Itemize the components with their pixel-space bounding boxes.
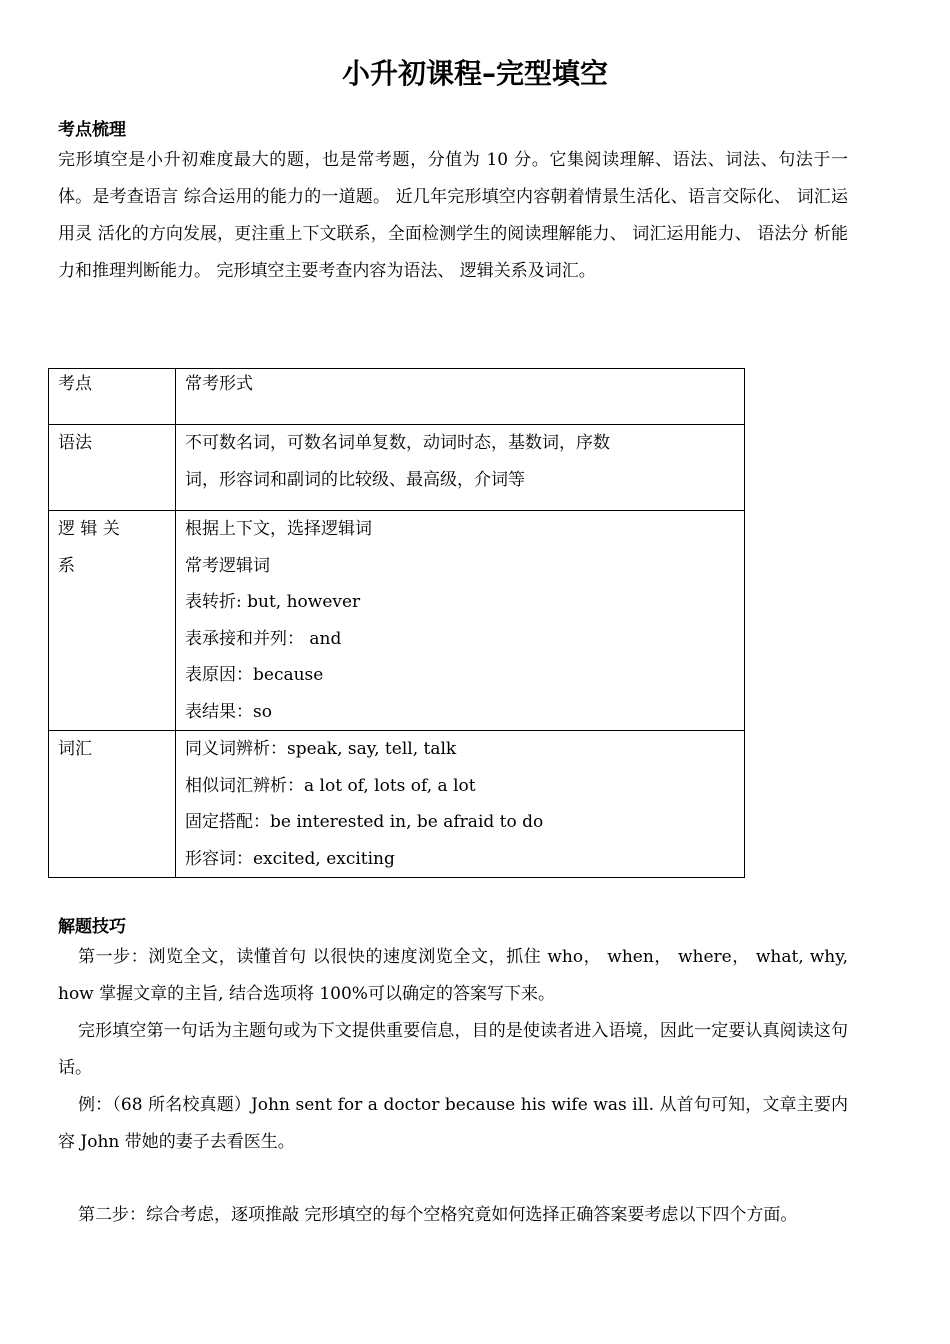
table-cell-content — [176, 731, 745, 878]
step-one-paragraph: 第一步：浏览全文，读懂首句 以很快的速度浏览全文，抓住 who， when， where， what, why, how 掌握文章的主旨, 结合选项将 100%可以确定的答案写下来。 — [58, 947, 848, 1004]
list-item: 形容词：excited, exciting — [185, 848, 395, 869]
list-item: 表承接和并列： and — [185, 628, 342, 649]
list-item: 根据上下文，选择逻辑词 — [185, 519, 372, 539]
table-header-row — [49, 369, 745, 425]
table-header-cell: 常考形式 — [176, 369, 745, 425]
list-item: 表原因：because — [185, 665, 324, 685]
list-item: 词，形容词和副词的比较级、最高级，介词等 — [185, 469, 525, 490]
table-cell-label: 逻 辑 关 系 — [49, 511, 176, 731]
list-item: 同义词辨析：speak, say, tell, talk — [185, 739, 457, 759]
section-heading-techniques: 解题技巧 — [58, 917, 126, 937]
table-row — [49, 731, 745, 878]
example-paragraph: 例：（68 所名校真题）John sent for a doctor because his wife was ill. 从首句可知，文章主要内容 John 带她的妻子去看医生。 — [58, 1095, 848, 1152]
list-item: 固定搭配：be interested in, be afraid to do — [185, 812, 544, 832]
step-two-paragraph: 第二步：综合考虑，逐项推敲 完形填空的每个空格究竟如何选择正确答案要考虑以下四个方面。 — [78, 1205, 798, 1225]
list-item: 表转折: but, however — [185, 592, 361, 612]
table-cell-label: 语法 — [49, 425, 176, 511]
table-header-cell: 考点 — [49, 369, 176, 425]
list-item: 不可数名词，可数名词单复数，动词时态，基数词，序数 — [185, 433, 610, 453]
table-cell-content — [176, 425, 745, 511]
table-row — [49, 511, 745, 731]
list-item: 相似词汇辨析：a lot of, lots of, a lot — [185, 775, 476, 796]
intro-paragraph: 完形填空是小升初难度最大的题，也是常考题，分值为 10 分。它集阅读理解、语法、词法、句法于一体。是考查语言 综合运用的能力的一道题。 近几年完形填空内容朝着情景生活化、语言交际化、 词汇运用灵 活化的方向发展，更注重上下文联系，全面检测学生的阅读理解能力、 词汇运用能力、 语法分 析能力和推理判断能力。 完形填空主要考查内容为语法、 逻辑关系及词汇。 — [58, 150, 848, 281]
list-item: 表结果：so — [185, 701, 272, 722]
list-item: 常考逻辑词 — [185, 555, 270, 576]
table-row — [49, 425, 745, 511]
page-title: 小升初课程–完型填空 — [341, 57, 608, 90]
first-sentence-paragraph: 完形填空第一句话为主题句或为下文提供重要信息，目的是使读者进入语境，因此一定要认真阅读这句话。 — [58, 1021, 848, 1078]
table-cell-content — [176, 511, 745, 731]
section-heading-key-points: 考点梳理 — [58, 120, 126, 140]
table-cell-label: 词汇 — [49, 731, 176, 878]
key-points-table — [48, 368, 745, 878]
